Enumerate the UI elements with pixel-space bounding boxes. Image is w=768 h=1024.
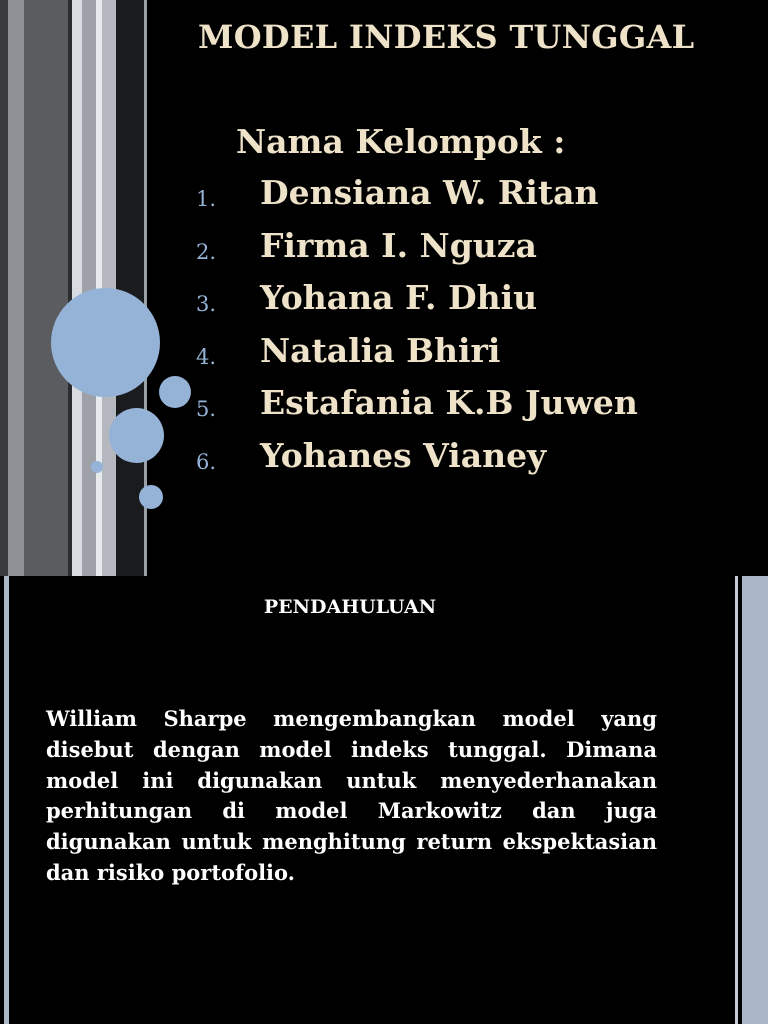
stripe	[0, 0, 8, 576]
stripe	[116, 0, 144, 576]
stripe	[8, 0, 24, 576]
member-name: Estafania K.B Juwen	[260, 383, 638, 422]
list-number: 2.	[196, 239, 217, 264]
section-heading: PENDAHULUAN	[263, 596, 437, 618]
member-name: Densiana W. Ritan	[260, 173, 599, 212]
circle-medium	[109, 408, 164, 463]
list-item	[196, 223, 636, 276]
circle-tiny	[91, 461, 103, 473]
slide-introduction	[0, 576, 768, 1024]
group-name-heading: Nama Kelompok :	[236, 122, 566, 161]
circle-small	[159, 376, 191, 408]
circle-large	[51, 288, 160, 397]
list-number: 3.	[196, 292, 217, 316]
list-number: 5.	[196, 397, 217, 421]
list-number: 6.	[196, 449, 217, 474]
list-item	[196, 328, 636, 381]
member-list	[196, 170, 636, 485]
list-number: 1.	[196, 187, 217, 211]
member-name: Yohanes Vianey	[260, 435, 547, 475]
member-name: Natalia Bhiri	[260, 330, 501, 370]
list-number: 4.	[196, 344, 217, 369]
stripe	[82, 0, 96, 576]
list-item	[196, 170, 636, 223]
left-accent-bar	[4, 576, 9, 1024]
right-accent-line	[735, 576, 738, 1024]
slide-title-text: MODEL INDEKS TUNGGAL	[198, 18, 695, 56]
member-name: Firma I. Nguza	[260, 225, 537, 265]
right-accent-bar	[742, 576, 768, 1024]
member-name: Yohana F. Dhiu	[260, 278, 538, 317]
body-paragraph: William Sharpe mengembangkan model yang disebut dengan model indeks tunggal. Dimana model ini digunakan untuk menyederhanakan perhitungan di model Markowitz dan juga digunakan untuk menghitung return ekspektasian dan risiko portofolio.	[46, 706, 657, 885]
list-item	[196, 433, 636, 486]
list-item	[196, 275, 636, 328]
stripe	[72, 0, 82, 576]
list-item	[196, 380, 636, 433]
stripe	[24, 0, 68, 576]
circle-small	[139, 485, 163, 509]
